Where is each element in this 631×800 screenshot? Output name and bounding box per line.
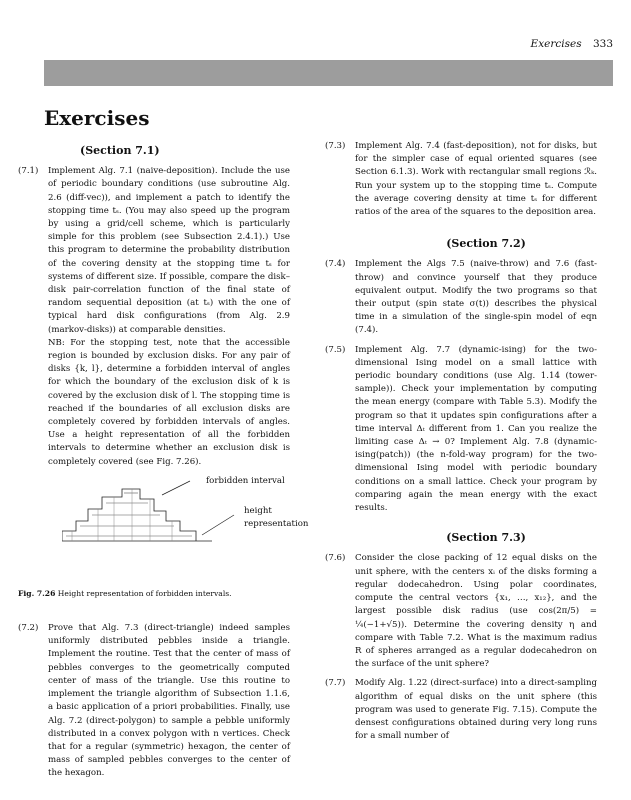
leader-line-height [202,515,234,535]
exercise-text: Prove that Alg. 7.3 (direct-triangle) indeed samples uniformly distributed pebbles inside a triangle. Implement the routine. Test that the center of mass of pebbles converges to the geometrically computed center of mass of the triangle. Use this routine to implement the triangle algorithm of Subsection 1.1.6, a basic application of a priori probabilities. Finally, use Alg. 7.2 (direct-polygon) to sample a pebble uniformly distributed in a convex polygon with n vertices. Check that for a regular (symmetric) hexagon, the center of mass of sampled pebbles converges to the center of the hexagon. [48,623,290,779]
exercise-text [48,165,290,469]
exercise-number: (7.5) [325,344,346,355]
exercise-number: (7.1) [18,166,39,177]
label-forbidden-interval: forbidden interval [206,475,285,486]
section-heading-7-3: (Section 7.3) [446,531,526,545]
exercise-number: (7.4) [325,259,346,270]
exercise-7-1 [18,165,290,469]
section-heading-7-1: (Section 7.1) [80,144,160,157]
running-head [531,38,613,50]
exercise-number: (7.6) [325,553,346,564]
figure-caption-text: Height representation of forbidden intervals. [57,588,232,598]
exercise-7-2 [18,622,290,780]
exercise-7-7 [325,677,597,743]
figure-caption [18,587,290,600]
running-title: Exercises [530,38,582,50]
exercise-body: Implement Alg. 7.1 (naive-deposition). Include the use of periodic boundary conditions (use subroutine Alg. 2.6 (diff-vec)), and implement a patch to identify the stopping time tₛ. (You may also speed up the program by using a grid/cell scheme, which is particularly simple for this problem (see Subsection 2.4.1).) Use this program to determine the probability distribution of the covering density at the stopping time tₛ for systems of different size. If possible, compare the disk–disk pair-correlation function of the final state of random sequential deposition (at tₛ) with the one of typical hard disk configurations (from Alg. 2.9 (markov-disks)) at comparable densities. [48,166,290,335]
exercise-note: NB: For the stopping test, note that the accessible region is bounded by exclusion disks. For any pair of disks {k, l}, determine a forbidden interval of angles for which the boundary of the exclusion disk of k is covered by the exclusion disk of l. The stopping time is reached if the boundaries of all exclusion disks are completely covered by forbidden intervals of angles. Use a height representation of all the forbidden intervals to determine whether an exclusion disk is completely covered (see Fig. 7.26). [48,337,290,467]
chapter-title: Exercises [44,106,150,130]
exercise-number: (7.7) [325,678,346,689]
exercise-number: (7.2) [18,623,39,634]
exercise-text: Implement Alg. 7.7 (dynamic-ising) for the two-dimensional Ising model on a small lattice with periodic boundary conditions (use Alg. 1.14 (tower-sample)). Check your implementation by computing the mean energy (compare with Table 5.3). Modify the program so that it updates spin configurations after a time interval Δₜ different from 1. Can you realize the limiting case Δₜ → 0? Implement Alg. 7.8 (dynamic-ising(patch)) (the n-fold-way program) for the two-dimensional Ising model with periodic boundary conditions on a small lattice. Check your program by comparing again the mean energy with the exact results. [355,344,597,514]
exercise-7-5 [325,344,597,516]
label-height-representation: height representation [244,505,309,530]
exercise-text: Implement the Algs 7.5 (naive-throw) and 7.6 (fast-throw) and convince yourself that they produce equivalent output. Modify the two programs so that their output (spin state σ(t)) describes the physical time in a simulation of the single-spin model of eqn (7.4). [355,259,597,336]
left-column [18,140,309,787]
figure-caption-number: Fig. 7.26 [18,588,56,598]
exercise-7-3 [325,140,597,219]
exercise-text: Consider the close packing of 12 equal disks on the unit sphere, with the centers xᵢ of the disks forming a regular dodecahedron. Using polar coordinates, compute the central vectors {x₁, …, x₁₂}, and the largest possible disk radius (use cos(2π/5) = ¼(−1+√5)). Determine the covering density η and compare with Table 7.2. What is the maximum radius R of spheres arranged as a regular dodecahedron on the surface of the unit sphere? [355,553,597,670]
exercise-7-4 [325,258,597,337]
right-column [325,140,597,749]
exercise-number: (7.3) [325,141,346,151]
exercise-text: Modify Alg. 1.22 (direct-surface) into a direct-sampling algorithm of equal disks on the unit sphere (this program was used to generate Fig. 7.15). Compute the densest configurations obtained during very long runs for a small number of [355,678,597,742]
chapter-header-bar [44,60,613,86]
page-number: 333 [592,38,613,50]
section-heading-7-2: (Section 7.2) [446,237,526,251]
leader-line-forbidden [162,481,190,495]
exercise-7-6 [325,552,597,671]
figure-7-26 [48,475,309,585]
exercise-text: Implement Alg. 7.4 (fast-deposition), not for disks, but for the simpler case of equal oriented squares (see Section 6.1.3). Work with rectangular small regions ℛₖ. Run your system up to the stopping time tₛ. Compute the average covering density at time tₛ for different ratios of the area of the squares to the deposition area. [355,141,597,218]
